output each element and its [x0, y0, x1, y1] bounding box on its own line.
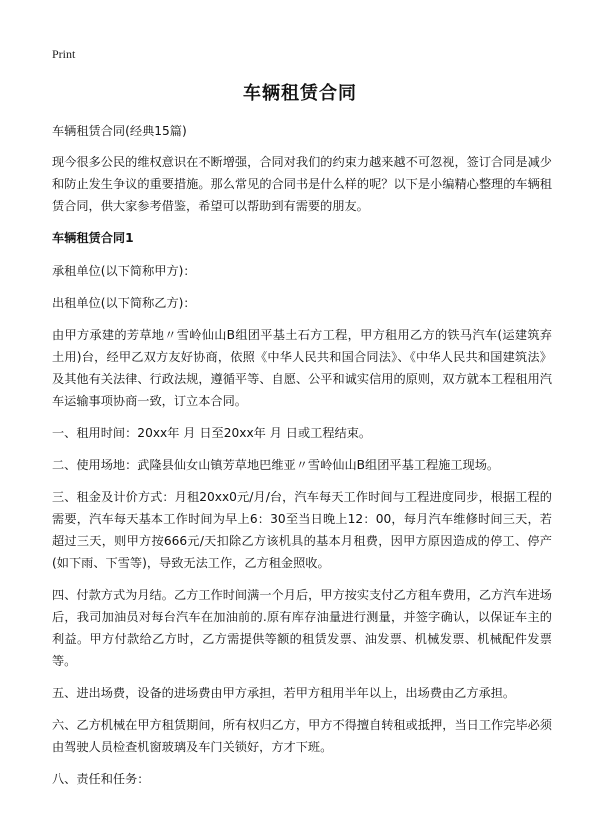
intro-paragraph: 现今很多公民的维权意识在不断增强，合同对我们的约束力越来越不可忽视，签订合同是减少和防止发生争议的重要措施。那么常见的合同书是什么样的呢？以下是小编精心整理的车辆租赁合同，供大家参考借鉴，希望可以帮助到有需要的朋友。: [52, 155, 552, 213]
clause-site: 二、使用场地：武隆县仙女山镇芳草地巴维亚〃雪岭仙山B组团平基工程施工现场。: [52, 458, 500, 472]
clause-responsibilities: 八、责任和任务：: [52, 772, 150, 786]
clause-entry-exit-fee: 五、进出场费，设备的进场费由甲方承担，若甲方租用半年以上，出场费由乙方承担。: [52, 686, 516, 700]
lessee-line: 承租单位(以下简称甲方)：: [52, 264, 196, 278]
preamble-paragraph: 由甲方承建的芳草地〃雪岭仙山B组团平基土石方工程，甲方租用乙方的铁马汽车(运建筑弃土用)台，经甲乙双方友好协商，依照《中华人民共和国合同法》、《中华人民共和国建筑法》及其他有关法律、行政法规，遵循平等、自愿、公平和诚实信用的原则，双方就本工程租用汽车运输事项协商一致，订立本合同。: [52, 328, 552, 408]
print-label[interactable]: Print: [52, 47, 76, 61]
clause-rent-pricing: 三、租金及计价方式：月租20xx0元/月/台，汽车每天工作时间与工程进度同步，根据工程的需要，汽车每天基本工作时间为早上6：30至当日晚上12：00，每月汽车维修时间三天，若超过三天，则甲方按666元/天扣除乙方该机具的基本月租费，因甲方原因造成的停工、停产(如下雨、下雪等)，导致无法工作，乙方租金照收。: [52, 490, 552, 570]
document-title: 车辆租赁合同: [243, 83, 357, 104]
clause-payment: 四、付款方式为月结。乙方工作时间满一个月后，甲方按实支付乙方租车费用，乙方汽车进场后，我司加油员对每台汽车在加油前的.原有库存油量进行测量，并签字确认，以保证车主的利益。甲方付款给乙方时，乙方需提供等额的租赁发票、油发票、机械发票、机械配件发票等。: [52, 588, 552, 668]
document-subtitle: 车辆租赁合同(经典15篇): [52, 124, 187, 138]
document-body: [52, 120, 552, 800]
lessor-line: 出租单位(以下简称乙方)：: [52, 296, 196, 310]
section-heading: 车辆租赁合同1: [52, 231, 134, 245]
clause-rental-period: 一、租用时间：20xx年 月 日至20xx年 月 日或工程结束。: [52, 426, 372, 440]
clause-ownership: 六、乙方机械在甲方租赁期间，所有权归乙方，甲方不得擅自转租或抵押，当日工作完毕必须由驾驶人员检查机窗玻璃及车门关锁好，方才下班。: [52, 718, 552, 754]
